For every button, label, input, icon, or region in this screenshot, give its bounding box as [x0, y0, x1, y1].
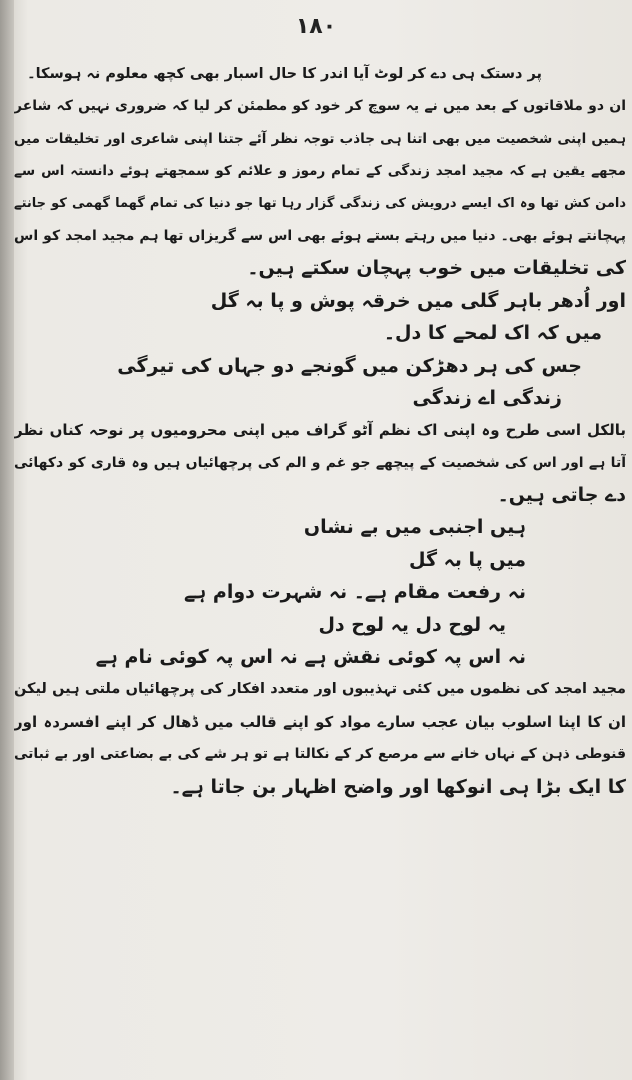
text-line: میں کہ اک لمحے کا دل۔	[383, 322, 602, 345]
text-line: میں پا بہ گل	[408, 548, 526, 571]
page-number: ۱۸۰	[295, 14, 337, 39]
text-line: مجید امجد کی نظموں میں کئی تہذیبوں اور متعدد افکار کی پرچھائیاں ملتی ہیں لیکن	[14, 681, 626, 698]
text-line: نہ اس پہ کوئی نقش ہے نہ اس پہ کوئی نام ہے	[95, 646, 526, 669]
text-line: قنوطی ذہن کے نہاں خانے سے مرصع کر کے نکالتا ہے تو ہر شے کی بے بضاعتی اور بے ثباتی	[14, 746, 626, 763]
binding-gutter	[0, 0, 14, 1080]
text-line: نہ رفعت مقام ہے۔ نہ شہرت دوام ہے	[184, 581, 526, 604]
text-line: ہمیں اپنی شخصیت میں بھی اتنا ہی جاذب توجہ نظر آئے جتنا اپنی شاعری اور تخلیقات میں	[14, 130, 626, 147]
text-line: یہ لوح دل یہ لوح دل	[318, 613, 506, 636]
text-line: جس کی ہر دھڑکن میں گونجے دو جہاں کی تیرگی	[117, 354, 582, 377]
text-line: ان کا اپنا اسلوب بیان عجب سارے مواد کو اپنے قالب میں ڈھال کر اپنے افسردہ اور	[14, 712, 626, 731]
text-line: کا ایک بڑا ہی انوکھا اور واضح اظہار بن جاتا ہے۔	[170, 775, 626, 798]
text-line: آتا ہے اور اس کی شخصیت کے پیچھے جو غم و الم کی پرچھائیاں ہیں وہ قاری کو دکھائی	[14, 454, 626, 471]
text-line: ہیں اجنبی میں بے نشاں	[303, 516, 526, 539]
text-line: اور اُدھر باہر گلی میں خرقہ پوش و پا بہ گل	[210, 289, 626, 312]
text-line: دامن کش تھا وہ اک ایسے درویش کی زندگی گزار رہا تھا جو دنیا کی تمام گھما گھمی کو جانتے	[14, 195, 626, 211]
text-line: مجھے یقین ہے کہ مجید امجد زندگی کے تمام رموز و علائم کو سمجھتے ہوئے دانستہ اس سے	[14, 163, 626, 180]
text-line: پہچانتے ہوئے بھی۔ دنیا میں رہتے بستے ہوئے بھی اس سے گریزاں تھا ہم مجید امجد کو اس	[14, 227, 626, 244]
text-line: دے جاتی ہیں۔	[497, 484, 626, 507]
text-line: کی تخلیقات میں خوب پہچان سکتے ہیں۔	[247, 257, 626, 280]
text-line: زندگی اے زندگی	[412, 386, 562, 409]
text-line: پر دستک ہی دے کر لوٹ آیا اندر کا حال اسبار بھی کچھ معلوم نہ ہوسکا۔	[27, 66, 542, 82]
body-text	[14, 58, 626, 803]
text-line: بالکل اسی طرح وہ اپنی اک نظم آٹو گراف میں اپنی محرومیوں پر نوحہ کناں نظر	[14, 421, 626, 440]
text-line: ان دو ملاقاتوں کے بعد میں نے یہ سوچ کر خود کو مطمئن کر لیا کہ ضروری نہیں کہ شاعر	[14, 98, 626, 115]
